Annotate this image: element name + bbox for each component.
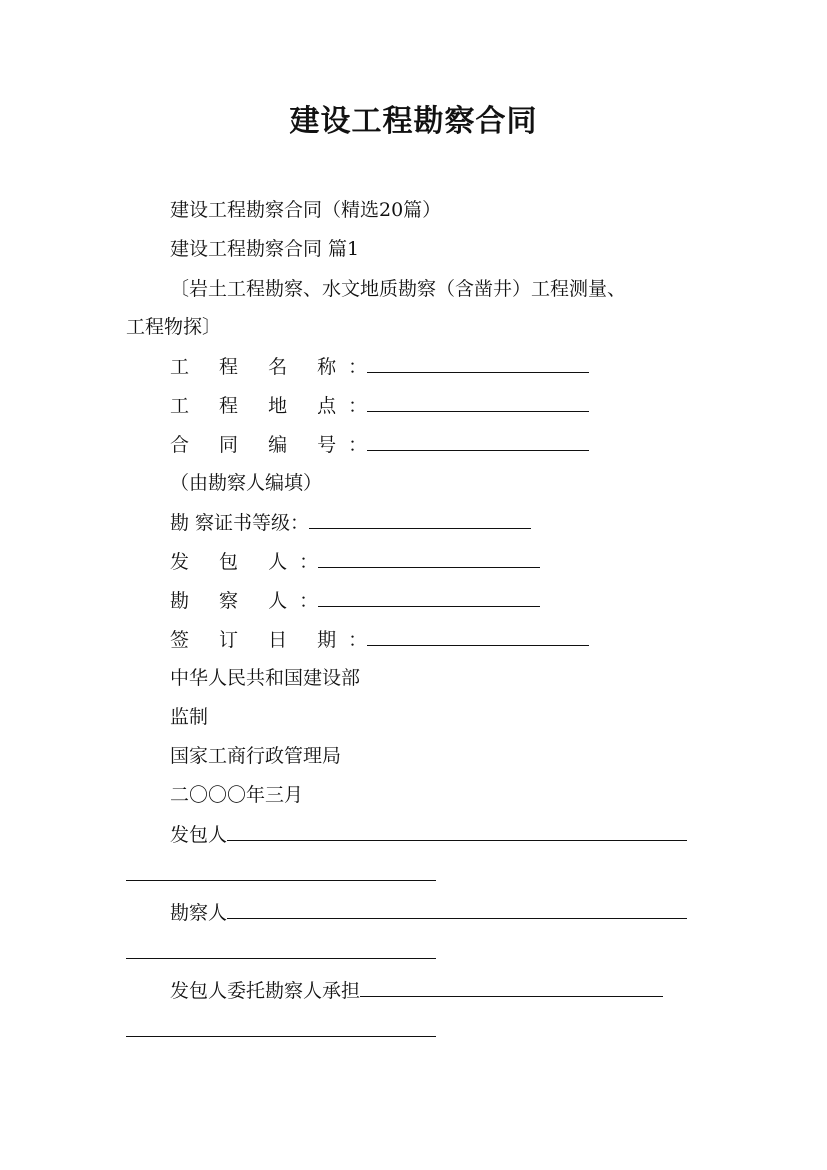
contract-no-blank[interactable] bbox=[367, 430, 589, 451]
surveyor-fill-continuation bbox=[126, 958, 436, 959]
surveyor-label: 勘 察 人： bbox=[170, 590, 331, 612]
scope-line-1: 〔岩土工程勘察、水文地质勘察（含凿井）工程测量、 bbox=[170, 278, 627, 300]
entrust-fill-continuation bbox=[126, 1036, 436, 1037]
surveyor-fill-blank[interactable] bbox=[227, 898, 687, 919]
client-fill-continuation bbox=[126, 880, 436, 881]
surveyor-row bbox=[170, 586, 540, 615]
entrust-fill-row bbox=[170, 976, 663, 1005]
client-blank[interactable] bbox=[318, 547, 540, 568]
ministry-line: 中华人民共和国建设部 bbox=[170, 667, 361, 689]
cert-level-row bbox=[170, 508, 531, 537]
client-label: 发 包 人： bbox=[170, 551, 331, 573]
sign-date-label: 签 订 日 期： bbox=[170, 629, 380, 651]
project-site-row bbox=[170, 391, 589, 420]
entrust-fill-label: 发包人委托勘察人承担 bbox=[170, 980, 361, 1002]
client-fill-blank[interactable] bbox=[227, 820, 687, 841]
surveyor-fill-label: 勘察人 bbox=[170, 902, 228, 924]
filled-by-note: （由勘察人编填） bbox=[170, 472, 323, 494]
cert-level-blank[interactable] bbox=[309, 508, 531, 529]
client-fill-row bbox=[170, 820, 687, 849]
document-title: 建设工程勘察合同 bbox=[289, 104, 538, 139]
sign-date-row bbox=[170, 625, 589, 654]
cert-level-label: 勘 察证书等级： bbox=[170, 512, 310, 534]
date-line: 二〇〇〇年三月 bbox=[170, 784, 304, 806]
project-site-label: 工 程 地 点： bbox=[170, 395, 380, 417]
client-row bbox=[170, 547, 540, 576]
supervise-line: 监制 bbox=[170, 706, 209, 728]
entrust-fill-blank[interactable] bbox=[360, 976, 663, 997]
scope-line-2: 工程物探〕 bbox=[126, 316, 222, 338]
sign-date-blank[interactable] bbox=[367, 625, 589, 646]
client-fill-label: 发包人 bbox=[170, 824, 228, 846]
contract-no-label: 合 同 编 号： bbox=[170, 434, 380, 456]
project-name-row bbox=[170, 352, 589, 381]
project-name-blank[interactable] bbox=[367, 352, 589, 373]
project-site-blank[interactable] bbox=[367, 391, 589, 412]
project-name-label: 工 程 名 称： bbox=[170, 356, 380, 378]
chapter-heading: 建设工程勘察合同 篇1 bbox=[170, 238, 360, 260]
surveyor-fill-row bbox=[170, 898, 687, 927]
admin-line: 国家工商行政管理局 bbox=[170, 745, 342, 767]
surveyor-blank[interactable] bbox=[318, 586, 540, 607]
subtitle-line: 建设工程勘察合同（精选20篇） bbox=[170, 199, 442, 221]
contract-no-row bbox=[170, 430, 589, 459]
